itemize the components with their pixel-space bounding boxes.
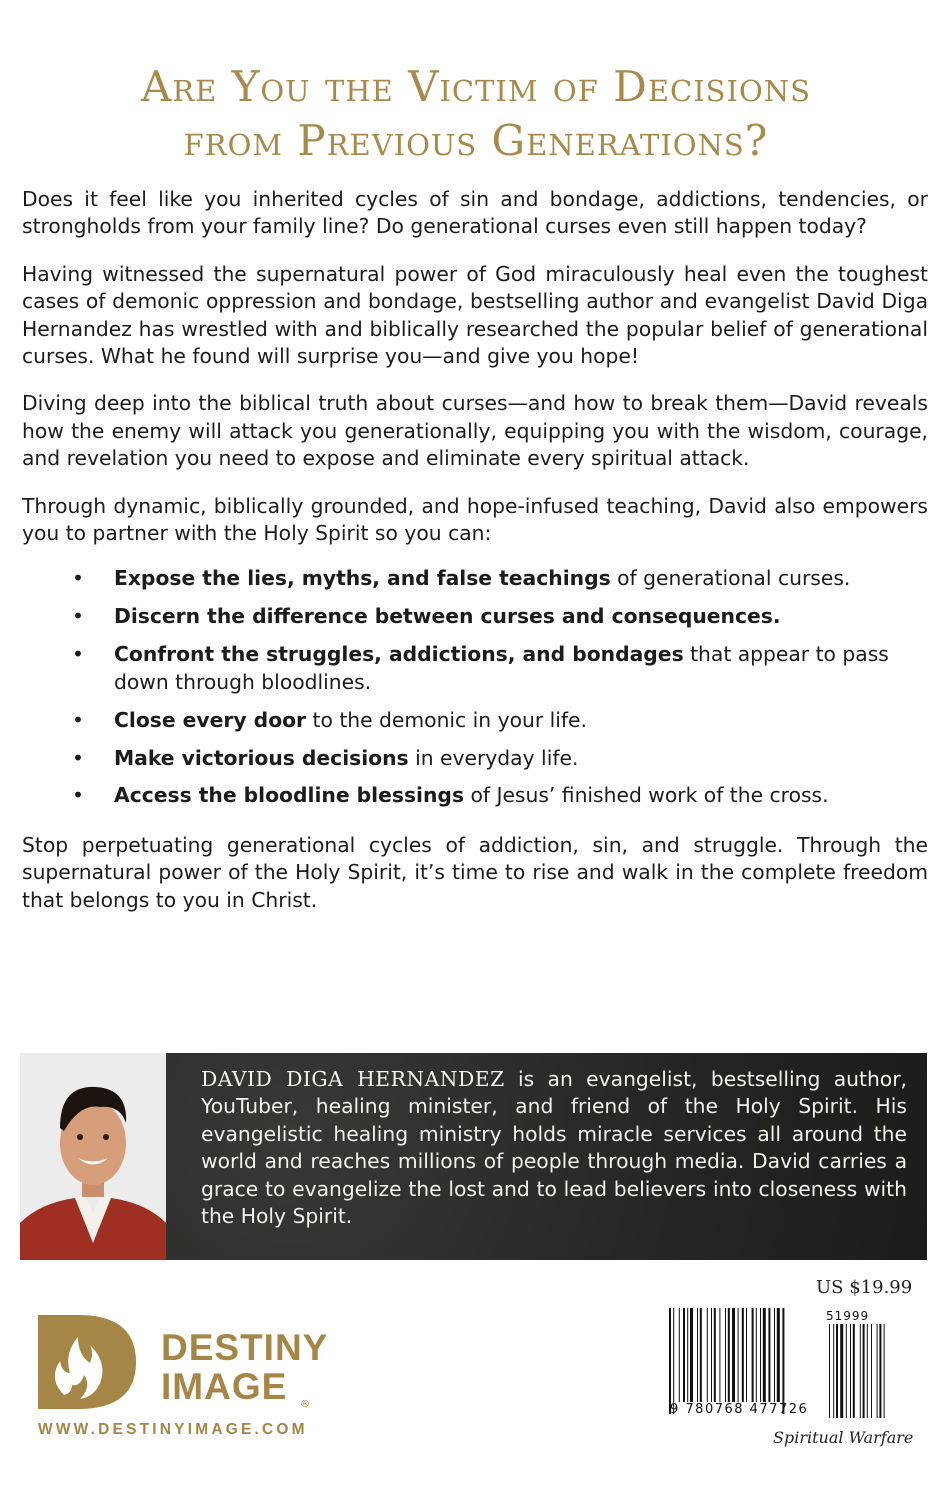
- author-bio-panel: [20, 1053, 927, 1260]
- publisher-name-line-1: DESTINY: [161, 1327, 329, 1368]
- author-photo: [20, 1053, 166, 1260]
- list-item: • Access the bloodline blessings of Jesus’ finished work of the cross.: [114, 782, 928, 809]
- headline-line-1: Are You the Victim of Decisions: [140, 62, 812, 111]
- list-item: • Expose the lies, myths, and false teachings of generational curses.: [114, 565, 928, 592]
- benefit-list: [22, 565, 928, 809]
- paragraph-intro: Does it feel like you inherited cycles of sin and bondage, addictions, tendencies, or strongholds from your family line? Do generational curses even still happen today?: [22, 187, 928, 239]
- isbn-number: 9 780768 477726: [670, 1402, 809, 1417]
- author-name: DAVID DIGA HERNANDEZ: [201, 1067, 505, 1091]
- book-category: Spiritual Warfare: [773, 1428, 914, 1447]
- publisher-name-line-2: IMAGE: [161, 1366, 288, 1407]
- description-body: [22, 186, 928, 934]
- list-item: • Confront the struggles, addictions, and bondages that appear to pass down through bloodlines.: [114, 641, 928, 696]
- publisher-website: WWW.DESTINYIMAGE.COM: [38, 1421, 308, 1438]
- publisher-logo: [38, 1315, 329, 1413]
- author-bio-description: is an evangelist, bestselling author, YouTuber, healing minister, and friend of the Holy Spirit. His evangelistic healing ministry holds miracle services all around the world and reaches millions of people through media. David carries a grace to evangelize the lost and to lead believers into closeness with the Holy Spirit.: [201, 1067, 907, 1229]
- list-item: • Make victorious decisions in everyday life.: [114, 745, 928, 772]
- registered-mark: ®: [300, 1399, 310, 1410]
- list-item: • Discern the difference between curses and consequences.: [114, 603, 928, 630]
- list-item: • Close every door to the demonic in your life.: [114, 707, 928, 734]
- headline-line-2: from Previous Generations?: [183, 116, 769, 165]
- destiny-d-flame-icon: [38, 1315, 138, 1409]
- price-label: US $19.99: [816, 1277, 913, 1298]
- author-bio-text: [201, 1066, 907, 1230]
- paragraph-author-research: Having witnessed the supernatural power of God miraculously heal even the toughest cases of demonic oppression and bondage, bestselling author and evangelist David Diga Hernandez has wrestled with and biblically researched the popular belief of generational curses. What he found will surprise you—and give you hope!: [22, 261, 928, 369]
- barcode-addon-number: 51999: [826, 1309, 870, 1323]
- paragraph-closing: Stop perpetuating generational cycles of addiction, sin, and struggle. Through the supernatural power of the Holy Spirit, it’s time to rise and walk in the complete freedom that belongs to you in Christ.: [22, 832, 928, 912]
- paragraph-teaching-lead-in: Through dynamic, biblically grounded, and hope-infused teaching, David also empowers you to partner with the Holy Spirit so you can:: [22, 493, 928, 546]
- paragraph-truth-about-curses: Diving deep into the biblical truth about curses—and how to break them—David reveals how the enemy will attack you generationally, equipping you with the wisdom, courage, and revelation you need to expose and eliminate every spiritual attack.: [22, 391, 928, 471]
- back-cover-headline: [0, 60, 952, 168]
